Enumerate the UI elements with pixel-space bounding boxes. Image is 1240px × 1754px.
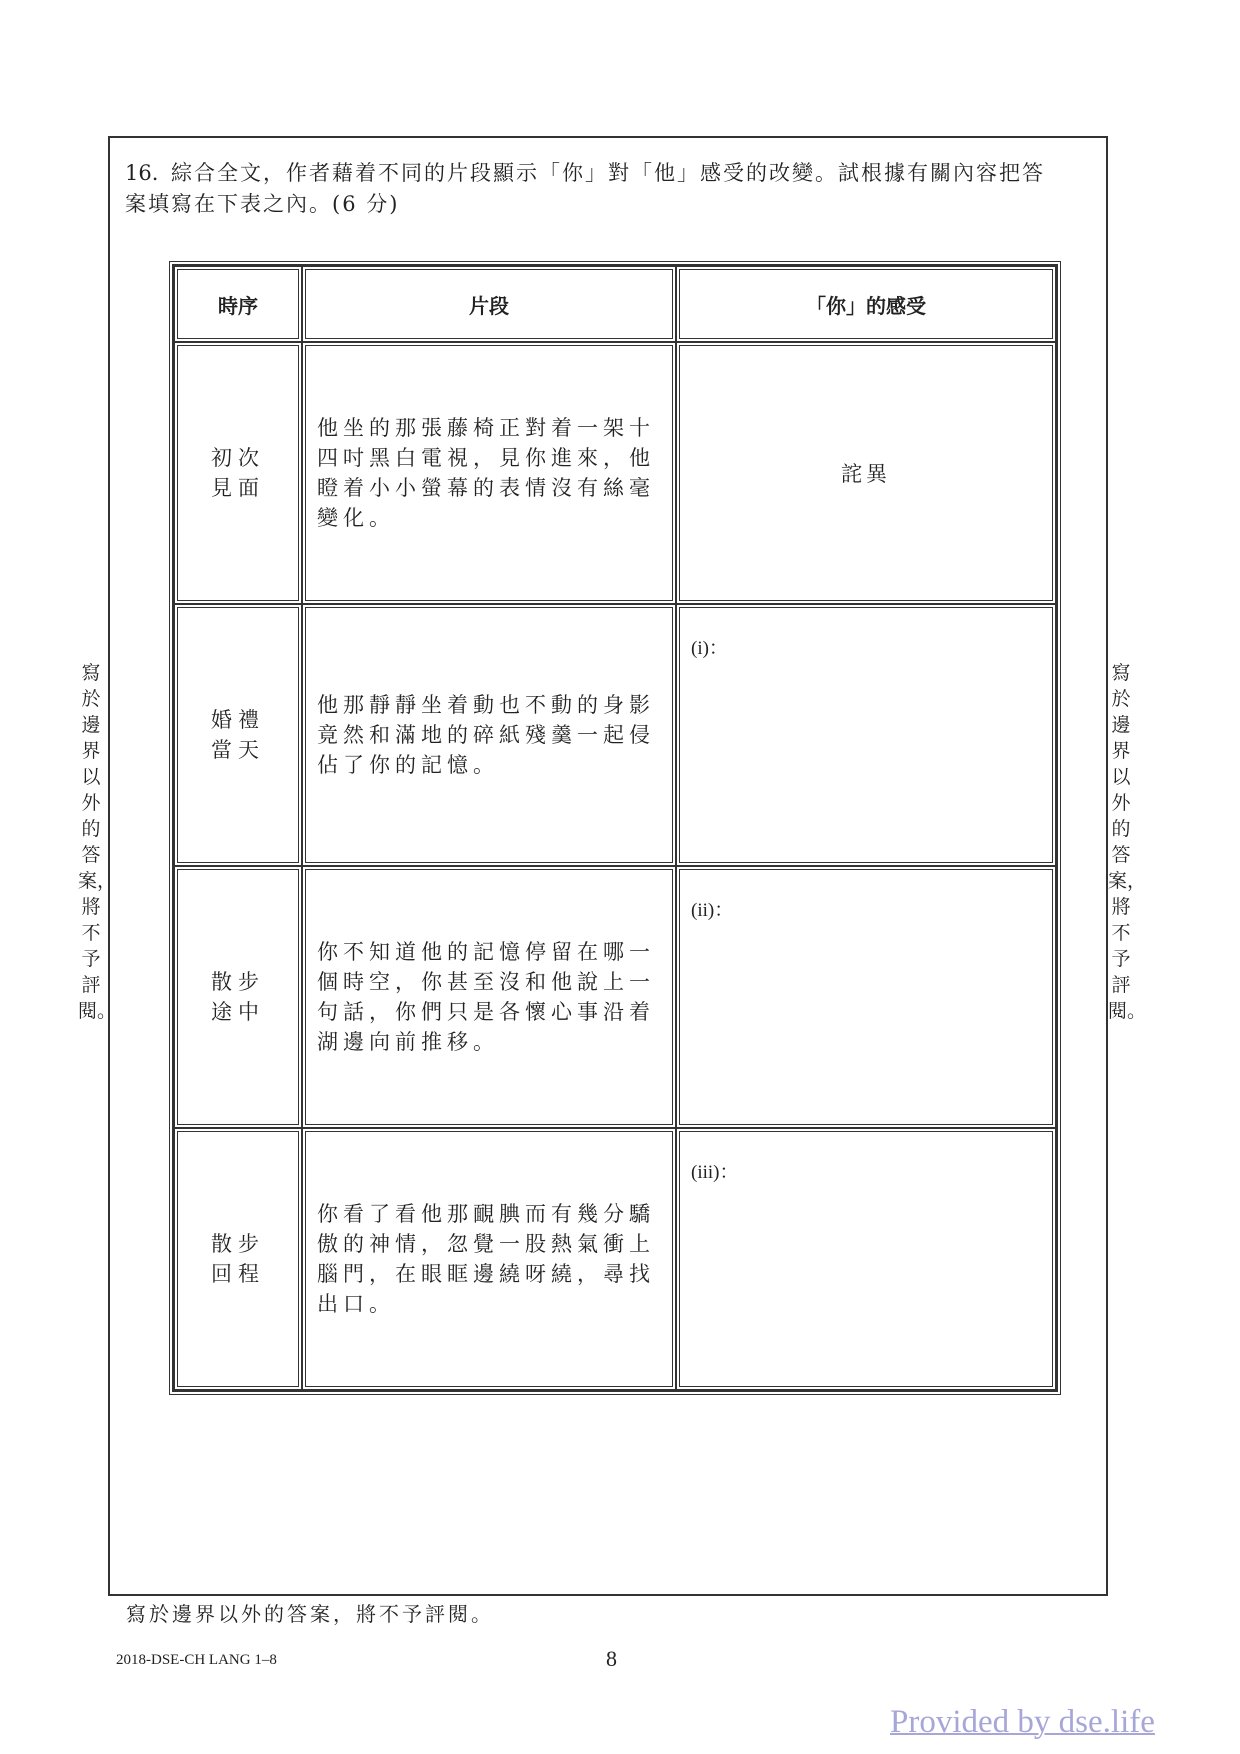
feeling-cell[interactable]	[676, 1128, 1056, 1390]
time-label: 途中	[211, 1000, 265, 1024]
answer-label-i: (i)：	[691, 638, 728, 659]
question-16	[125, 158, 1065, 220]
segment-cell: 你不知道他的記憶停留在哪一個時空，你甚至沒和他說上一句話，你們只是各懷心事沿着湖邊向前推移。	[302, 866, 676, 1128]
margin-warning-left: 寫於邊界以外的答案，將不予評閱。	[78, 662, 117, 1022]
time-label: 見面	[211, 476, 265, 500]
time-label: 婚禮	[211, 708, 265, 732]
feeling-cell[interactable]	[676, 604, 1056, 866]
feeling-answer: 詫異	[841, 462, 891, 486]
segment-cell: 你看了看他那靦腆而有幾分驕傲的神情，忽覺一股熱氣衝上腦門，在眼眶邊繞呀繞，尋找出口。	[302, 1128, 676, 1390]
feeling-cell[interactable]	[676, 866, 1056, 1128]
table-row	[174, 866, 1056, 1128]
header-time: 時序	[174, 266, 302, 342]
answer-table	[172, 264, 1058, 1392]
answer-label-ii: (ii)：	[691, 900, 734, 921]
time-label: 回程	[211, 1262, 265, 1286]
feeling-cell[interactable]	[676, 342, 1056, 604]
header-segment: 片段	[302, 266, 676, 342]
time-cell	[174, 342, 302, 604]
question-number: 16.	[125, 161, 159, 185]
bottom-warning: 寫於邊界以外的答案，將不予評閱。	[126, 1602, 494, 1626]
provided-by-watermark[interactable]: Provided by dse.life	[890, 1704, 1155, 1740]
paper-code: 2018-DSE-CH LANG 1–8	[116, 1652, 277, 1668]
header-feeling: 「你」的感受	[676, 266, 1056, 342]
table-row	[174, 604, 1056, 866]
table-row	[174, 342, 1056, 604]
time-label: 初次	[211, 446, 265, 470]
page-number: 8	[606, 1646, 617, 1671]
time-label: 散步	[211, 1232, 265, 1256]
table-row	[174, 1128, 1056, 1390]
table-header-row	[174, 266, 1056, 342]
segment-cell: 他那靜靜坐着動也不動的身影竟然和滿地的碎紙殘羹一起侵佔了你的記憶。	[302, 604, 676, 866]
time-cell	[174, 604, 302, 866]
time-label: 當天	[211, 738, 265, 762]
time-cell	[174, 1128, 302, 1390]
segment-cell: 他坐的那張藤椅正對着一架十四吋黑白電視，見你進來，他瞪着小小螢幕的表情沒有絲毫變化。	[302, 342, 676, 604]
time-cell	[174, 866, 302, 1128]
answer-label-iii: (iii)：	[691, 1162, 739, 1183]
question-text: 綜合全文，作者藉着不同的片段顯示「你」對「他」感受的改變。試根據有關內容把答案填寫在下表之內。(6 分)	[125, 161, 1045, 216]
margin-warning-right: 寫於邊界以外的答案，將不予評閱。	[1108, 662, 1147, 1022]
time-label: 散步	[211, 970, 265, 994]
